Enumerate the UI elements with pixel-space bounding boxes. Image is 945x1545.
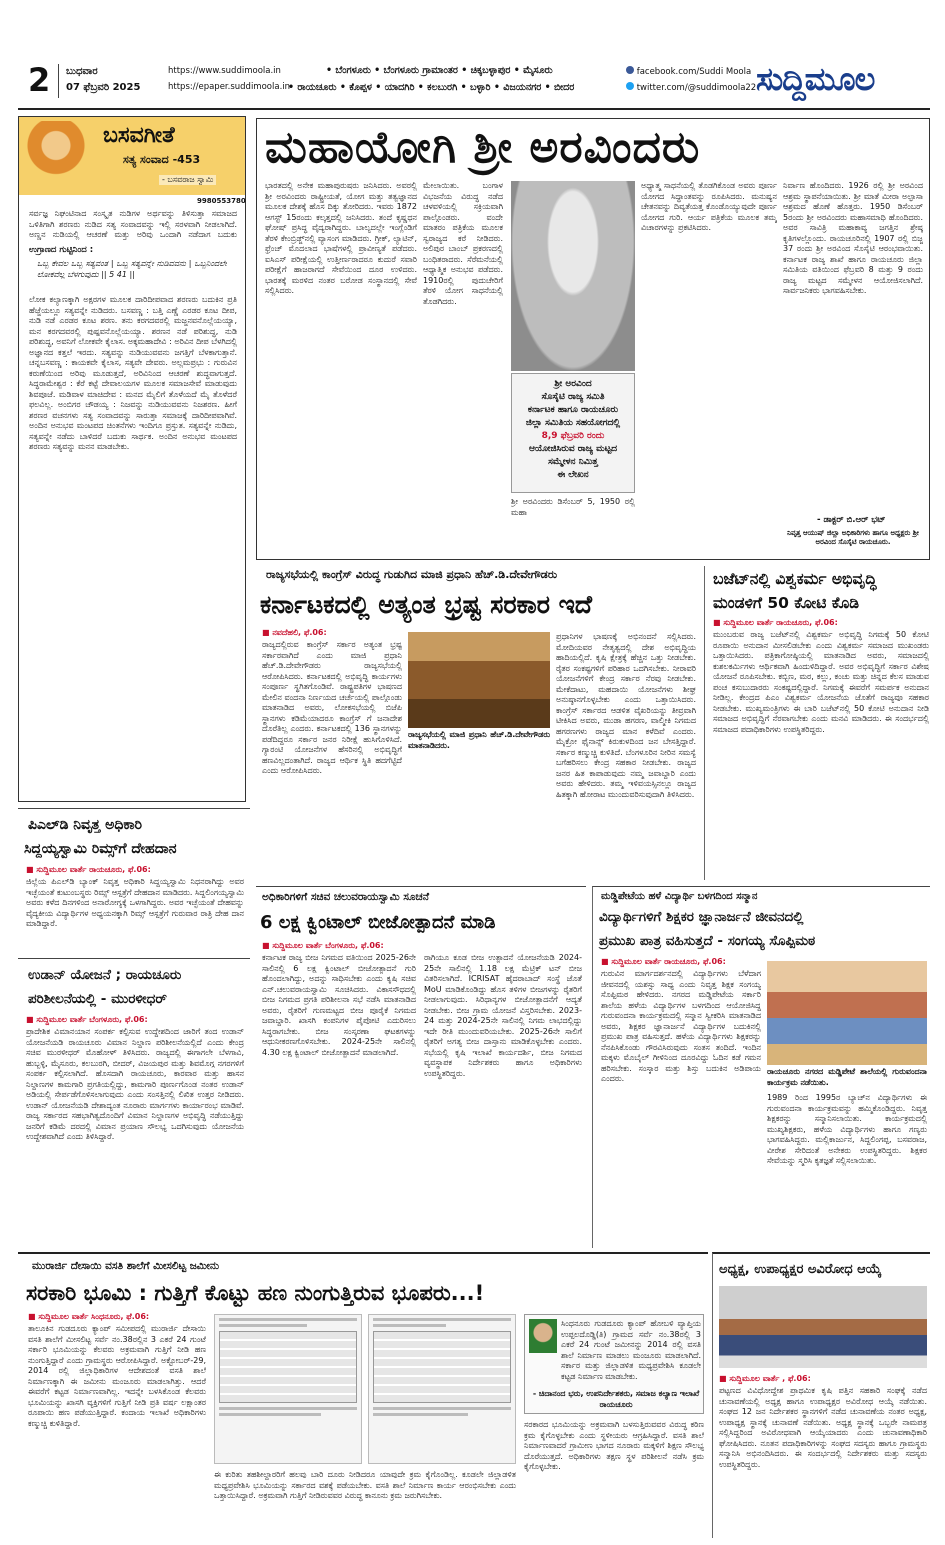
- land-pull-quote: [524, 1314, 704, 1414]
- note-line: 8,9 ಫೆಬ್ರವರಿ ರಂದು: [541, 431, 605, 441]
- devegowda-body-2: ಪ್ರಧಾನಿಗಳ ಭಾಷಣಕ್ಕೆ ಅಭಿನಂದನೆ ಸಲ್ಲಿಸಿದರು. ಮೋದಿಯವರ ನೇತೃತ್ವದಲ್ಲಿ ದೇಶ ಅಭಿವೃದ್ಧಿಯ ಹಾದಿಯಲ್ಲಿದೆ. ಕೃಷಿ ಕ್ಷೇತ್ರಕ್ಕೆ ಹೆಚ್ಚಿನ ಒತ್ತು ನೀಡಬೇಕು. ರೈತರ ಸಂಕಷ್ಟಗಳಿಗೆ ಪರಿಹಾರ ಒದಗಿಸಬೇಕು. ನೀರಾವರಿ ಯೋಜನೆಗಳಿಗೆ ಕೇಂದ್ರ ಸರ್ಕಾರ ನೆರವು ನೀಡಬೇಕು. ಮೇಕೆದಾಟು, ಮಹದಾಯಿ ಯೋಜನೆಗಳು ಶೀಘ್ರ ಅನುಷ್ಠಾನಗೊಳ್ಳಬೇಕು ಎಂದು ಒತ್ತಾಯಿಸಿದರು. ಕಾಂಗ್ರೆಸ್ ಸರ್ಕಾರದ ಆಡಳಿತ ವೈಖರಿಯನ್ನು ತೀವ್ರವಾಗಿ ಟೀಕಿಸಿದ ಅವರು, ಮುಡಾ ಹಗರಣ, ವಾಲ್ಮೀಕಿ ನಿಗಮದ ಹಗರಣಗಳು ರಾಜ್ಯದ ಮಾನ ಕಳೆದಿವೆ ಎಂದರು. ಮೈಕ್ರೋ ಫೈನಾನ್ಸ್ ಕಿರುಕುಳದಿಂದ ಜನ ಬೇಸತ್ತಿದ್ದಾರೆ. ಸರ್ಕಾರ ಕಣ್ಮುಚ್ಚಿ ಕುಳಿತಿದೆ. ಬೆಂಗಳೂರಿನ ನೀರಿನ ಸಮಸ್ಯೆ ಬಗೆಹರಿಸಲು ಕೇಂದ್ರ ಸಹಕಾರ ನೀಡಬೇಕು. ರಾಜ್ಯದ ಜನರ ಹಿತ ಕಾಪಾಡುವುದು ನಮ್ಮ ಜವಾಬ್ದಾರಿ ಎಂದು ಅವರು ಹೇಳಿದರು. ತಮ್ಮ ಇಳಿವಯಸ್ಸಿನಲ್ಲೂ ರಾಜ್ಯದ ಹಿತಕ್ಕಾಗಿ ಹೋರಾಟ ಮುಂದುವರಿಸುವುದಾಗಿ ತಿಳಿಸಿದರು.: [556, 632, 696, 799]
- land-document-image-2: [368, 1314, 516, 1464]
- devegowda-byline: ■ ನವದೆಹಲಿ, ಫೆ.06:: [262, 628, 327, 637]
- student-body-2: 1989 ರಿಂದ 1995ರ ಬ್ಯಾಚ್‌ನ ವಿದ್ಯಾರ್ಥಿಗಳು ಈ ಗುರುವಂದನಾ ಕಾರ್ಯಕ್ರಮವನ್ನು ಹಮ್ಮಿಕೊಂಡಿದ್ದರು. ನಿವೃತ್ತ ಶಿಕ್ಷಕರನ್ನು ಸನ್ಮಾನಿಸಲಾಯಿತು. ಕಾರ್ಯಕ್ರಮದಲ್ಲಿ ಮುಖ್ಯಶಿಕ್ಷಕರು, ಹಳೆಯ ವಿದ್ಯಾರ್ಥಿಗಳು ಹಾಗೂ ಗಣ್ಯರು ಭಾಗವಹಿಸಿದ್ದರು. ಮಲ್ಲಿಕಾರ್ಜುನ, ಸಿದ್ದಲಿಂಗಪ್ಪ, ಬಸವರಾಜ, ವೀರೇಶ ಸೇರಿದಂತೆ ಅನೇಕರು ಉಪಸ್ಥಿತರಿದ್ದರು. ಶಿಕ್ಷಕರ ಸೇವೆಯನ್ನು ಸ್ಮರಿಸಿ ಕೃತಜ್ಞತೆ ಸಲ್ಲಿಸಲಾಯಿತು.: [767, 1093, 927, 1165]
- devegowda-body-1: ರಾಜ್ಯದಲ್ಲಿರುವ ಕಾಂಗ್ರೆಸ್ ಸರ್ಕಾರ ಅತ್ಯಂತ ಭ್ರಷ್ಟ ಸರ್ಕಾರವಾಗಿದೆ ಎಂದು ಮಾಜಿ ಪ್ರಧಾನಿ ಹೆಚ್.ಡಿ.ದೇವೇಗೌಡರು ರಾಜ್ಯಸಭೆಯಲ್ಲಿ ಆರೋಪಿಸಿದರು. ಕರ್ನಾಟಕದಲ್ಲಿ ಅಭಿವೃದ್ಧಿ ಕಾರ್ಯಗಳು ಸಂಪೂರ್ಣ ಸ್ಥಗಿತಗೊಂಡಿವೆ. ರಾಷ್ಟ್ರಪತಿಗಳ ಭಾಷಣದ ಮೇಲಿನ ವಂದನಾ ನಿರ್ಣಯದ ಚರ್ಚೆಯಲ್ಲಿ ಪಾಲ್ಗೊಂಡು ಮಾತನಾಡಿದ ಅವರು, ಲೋಕಸಭೆಯಲ್ಲಿ ಬಿಜೆಪಿ ಸ್ಥಾನಗಳು ಕಡಿಮೆಯಾದರೂ ಕಾಂಗ್ರೆಸ್ ಗೆ ಜನಾದೇಶ ದೊರೆತಿಲ್ಲ ಎಂದರು. ಕರ್ನಾಟಕದಲ್ಲಿ 136 ಸ್ಥಾನಗಳನ್ನು ಪಡೆದಿದ್ದರೂ ಸರ್ಕಾರ ಜನರ ನಿರೀಕ್ಷೆ ಹುಸಿಗೊಳಿಸಿದೆ. ಗ್ಯಾರಂಟಿ ಯೋಜನೆಗಳ ಹೆಸರಿನಲ್ಲಿ ಅಭಿವೃದ್ಧಿಗೆ ಹಣವಿಲ್ಲದಂತಾಗಿದೆ. ರಾಜ್ಯದ ಆರ್ಥಿಕ ಸ್ಥಿತಿ ಹದಗೆಟ್ಟಿದೆ ಎಂದು ಆರೋಪಿಸಿದರು.: [262, 640, 402, 775]
- student-kicker: ಮಡ್ಡಿಪೇಟೆಯ ಹಳೆ ವಿದ್ಯಾರ್ಥಿ ಬಳಗದಿಂದ ಸನ್ಮಾನ: [601, 891, 758, 902]
- basavagite-intro: ಸರ್ವಜ್ಞ ನಿಘಂಟಿನಾದ ಸಂಸ್ಕೃತ ನುಡಿಗಳ ಅರ್ಥವನ್ನು ತಿಳಿಸುತ್ತಾ ಸಮಾಜದ ಒಳಿತಿಗಾಗಿ ಶರಣರು ನುಡಿದ ಸತ್ಯ ಸಂವಾದವನ್ನು ಇಲ್ಲಿ ಸರಳವಾಗಿ ನೀಡಲಾಗಿದೆ. ಅಣ್ಣನ ನುಡಿಯಲ್ಲಿ ಆಚರಣೆ ಮತ್ತು ಅರಿವು ಒಂದಾಗಿ ನಡೆದಾಗ ಬದುಕು: [29, 209, 237, 239]
- udan-body: ಪ್ರಾದೇಶಿಕ ವಿಮಾನಯಾನ ಸಂಪರ್ಕ ಕಲ್ಪಿಸುವ ಉದ್ದೇಶದಿಂದ ಜಾರಿಗೆ ತಂದ ಉಡಾನ್ ಯೋಜನೆಯಡಿ ರಾಯಚೂರು ವಿಮಾನ ನಿಲ್ದಾಣ ಪರಿಶೀಲನೆಯಲ್ಲಿದೆ ಎಂದು ಕೇಂದ್ರ ಸಚಿವ ಮುರಳೀಧರ್ ಮೊಹೋಳ್ ತಿಳಿಸಿದರು. ರಾಜ್ಯದಲ್ಲಿ ಈಗಾಗಲೇ ಬೆಳಗಾವಿ, ಹುಬ್ಬಳ್ಳಿ, ಮೈಸೂರು, ಕಲಬುರಗಿ, ಬೀದರ್, ವಿಜಯಪುರ ಮತ್ತು ಶಿವಮೊಗ್ಗ ನಗರಗಳಿಗೆ ಸಂಪರ್ಕ ಕಲ್ಪಿಸಲಾಗಿದೆ. ಹೊಸದಾಗಿ ರಾಯಚೂರು, ಕಾರವಾರ ಮತ್ತು ಹಾಸನ ನಿಲ್ದಾಣಗಳ ಕಾಮಗಾರಿ ಪ್ರಗತಿಯಲ್ಲಿದ್ದು, ಕಾಮಗಾರಿ ಪೂರ್ಣಗೊಂಡ ನಂತರ ಉಡಾನ್ ಅಡಿಯಲ್ಲಿ ಸೇರ್ಪಡೆಗೊಳಿಸಲಾಗುವುದು ಎಂದು ಸಂಸತ್ತಿನಲ್ಲಿ ಲಿಖಿತ ಉತ್ತರ ನೀಡಿದರು. ಉಡಾನ್ ಯೋಜನೆಯಡಿ ದೇಶಾದ್ಯಂತ ನೂರಾರು ಮಾರ್ಗಗಳು ಕಾರ್ಯಾರಂಭ ಮಾಡಿವೆ. ರಾಜ್ಯ ಸರ್ಕಾರದ ಸಹಭಾಗಿತ್ವದೊಂದಿಗೆ ವಿಮಾನ ನಿಲ್ದಾಣಗಳ ಅಭಿವೃದ್ಧಿ ನಡೆಯುತ್ತಿದ್ದು ಜನರಿಗೆ ಕಡಿಮೆ ದರದಲ್ಲಿ ವಿಮಾನ ಪ್ರಯಾಣ ಸೌಲಭ್ಯ ಒದಗಿಸುವುದು ಯೋಜನೆಯ ಉದ್ದೇಶವಾಗಿದೆ ಎಂದು ತಿಳಿಸಿದ್ದಾರೆ.: [26, 1027, 244, 1141]
- basavagite-author: - ಬಸವರಾಜ ಸ್ವಾಮಿ: [159, 175, 216, 185]
- election-photo: [719, 1286, 927, 1368]
- website-link[interactable]: https://www.suddimoola.in: [168, 66, 281, 76]
- basavagite-verse: ಒಬ್ಬ ಕೇವಲ ಒಬ್ಬ ಸತ್ಯವಂತ | ಒಬ್ಬ ಸತ್ಯವನ್ನೇ ನುಡಿವವನು | ಒಬ್ಬನಿಂದಲೇ ಲೋಕವೆಲ್ಲ ಬೆಳಗುವುದು || 5 41 ||: [37, 259, 227, 279]
- student-article: [592, 886, 930, 1248]
- udan-title-2: ಪರಿಶೀಲನೆಯಲ್ಲಿ - ಮುರಳೀಧರ್: [28, 991, 167, 1007]
- page-number: 2: [28, 61, 51, 99]
- land-byline: ■ ಸುದ್ದಿಮೂಲ ವಾರ್ತೆ ಸಿಂಧನೂರು, ಫೆ.06:: [28, 1312, 150, 1321]
- facebook-link[interactable]: facebook.com/Suddi Moola: [626, 66, 751, 77]
- note-line: ಸಮ್ಮೇಳನ ನಿಮಿತ್ತ: [548, 457, 598, 467]
- seed-byline: ■ ಸುದ್ದಿಮೂಲ ವಾರ್ತೆ ಬೆಂಗಳೂರು, ಫೆ.06:: [262, 941, 384, 950]
- land-body-2: ಈ ಕುರಿತು ತಹಶೀಲ್ದಾರರಿಗೆ ಹಲವು ಬಾರಿ ದೂರು ನೀಡಿದರೂ ಯಾವುದೇ ಕ್ರಮ ಕೈಗೊಂಡಿಲ್ಲ. ಕೂಡಲೇ ಜಿಲ್ಲಾಡಳಿತ ಮಧ್ಯಪ್ರವೇಶಿಸಿ ಭೂಮಿಯನ್ನು ಸರ್ಕಾರದ ವಶಕ್ಕೆ ಪಡೆಯಬೇಕು. ವಸತಿ ಶಾಲೆ ನಿರ್ಮಾಣ ಕಾರ್ಯ ಆರಂಭಿಸಬೇಕು ಎಂದು ಒತ್ತಾಯಿಸಿದ್ದಾರೆ. ಅಕ್ರಮವಾಗಿ ಗುತ್ತಿಗೆ ನೀಡಿರುವವರ ವಿರುದ್ಧ ಕಾನೂನು ಕ್ರಮ ಜರುಗಿಸಬೇಕು.: [214, 1470, 516, 1500]
- devegowda-title: ಕರ್ನಾಟಕದಲ್ಲಿ ಅತ್ಯಂತ ಭ್ರಷ್ಟ ಸರಕಾರ ಇದೆ: [260, 590, 593, 619]
- pld-title-1: ಪಿಎಲ್‌ಡಿ ನಿವೃತ್ತ ಅಧಿಕಾರಿ: [28, 817, 143, 833]
- aurobindo-col-4: ನಿರ್ವಾಣ ಹೊಂದಿದರು. 1926 ರಲ್ಲಿ ಶ್ರೀ ಅರವಿಂದ ಆಶ್ರಮ ಸ್ಥಾಪನೆಯಾಯಿತು. ಶ್ರೀ ಮಾತೆ ಮೀರಾ ಅಲ್ಫಾಸಾ ಆಶ್ರಮದ ಹೊಣೆ ಹೊತ್ತರು. 1950 ಡಿಸೆಂಬರ್ 5ರಂದು ಶ್ರೀ ಅರವಿಂದರು ಮಹಾಸಮಾಧಿ ಹೊಂದಿದರು. ಅವರ ಸಾವಿತ್ರಿ ಮಹಾಕಾವ್ಯ ಜಗತ್ತಿನ ಶ್ರೇಷ್ಠ ಕೃತಿಗಳಲ್ಲೊಂದು. ರಾಯಚೂರಿನಲ್ಲಿ 1907 ರಲ್ಲಿ ಬಿಜ್ಜ 37 ರಂದು ಶ್ರೀ ಅರವಿಂದ ಸೊಸೈಟಿ ಆರಂಭವಾಯಿತು. ಕರ್ನಾಟಕ ರಾಜ್ಯ ಶಾಖೆ ಹಾಗೂ ರಾಯಚೂರು ಜಿಲ್ಲಾ ಸಮಿತಿಯ ವತಿಯಿಂದ ಫೆಬ್ರವರಿ 8 ಮತ್ತು 9 ರಂದು ರಾಜ್ಯ ಮಟ್ಟದ ಸಮ್ಮೇಳನ ಆಯೋಜಿಸಲಾಗಿದೆ. ಸಾರ್ವಜನಿಕರು ಭಾಗವಹಿಸಬೇಕು.: [783, 181, 923, 295]
- official-portrait: [529, 1319, 557, 1353]
- pld-title-2: ಸಿದ್ದಯ್ಯಸ್ವಾಮಿ ರಿಮ್ಸ್‌ಗೆ ದೇಹದಾನ: [24, 841, 177, 857]
- land-document-image-1: [214, 1314, 362, 1464]
- aurobindo-title: ಮಹಾಯೋಗಿ ಶ್ರೀ ಅರವಿಂದರು: [265, 122, 701, 173]
- basavagite-subtitle: ಸತ್ಯ ಸಂವಾದ -453: [123, 153, 201, 166]
- basavagite-body: ಲೋಕ ಕಲ್ಯಾಣಕ್ಕಾಗಿ ಅಕ್ಷರಗಳ ಮೂಲಕ ದಾರಿದೀಪವಾದ ಶರಣರು ಬದುಕಿನ ಪ್ರತಿ ಹೆಜ್ಜೆಯಲ್ಲೂ ಸತ್ಯವನ್ನೇ ನುಡಿದರು. ಬಸವಣ್ಣ : ಬತ್ತಿ ಎಣ್ಣೆ ಎರಡರ ಕೂಟ ದೀಪ, ನುಡಿ ನಡೆ ಎರಡರ ಕೂಟ ಶರಣ. ತನು ಕರಗದವರಲ್ಲಿ ಮಜ್ಜನವನೊಲ್ಲೆಯಯ್ಯಾ, ಮನ ಕರಗದವರಲ್ಲಿ ಪುಷ್ಪವನೊಲ್ಲೆಯಯ್ಯಾ. ಶರಣನ ನಡೆ ಪರಿಶುದ್ಧ, ನುಡಿ ಪರಿಶುದ್ಧ, ಅವನಿಗೆ ಲೋಕವೇ ಕೈಲಾಸ. ಅಕ್ಕಮಹಾದೇವಿ : ಅರಿವಿನ ದೀಪ ಬೆಳಗಿದಲ್ಲಿ ಅಜ್ಞಾನದ ಕತ್ತಲೆ ಇರದು. ಸತ್ಯವನ್ನು ನುಡಿಯುವವನು ಜಗತ್ತಿಗೆ ಬೆಳಕಾಗುತ್ತಾನೆ. ಚನ್ನಬಸವಣ್ಣ : ಕಾಯಕವೇ ಕೈಲಾಸ, ಸತ್ಯವೇ ದೇವರು. ಅಲ್ಲಮಪ್ರಭು : ಗುರುವಿನ ಕರುಣೆಯಿಂದ ಅರಿವು ಮೂಡುತ್ತದೆ, ಅರಿವಿನಿಂದ ಆಚರಣೆ ಶುದ್ಧವಾಗುತ್ತದೆ. ಸಿದ್ಧರಾಮೇಶ್ವರ : ಕೆರೆ ಕಟ್ಟೆ ದೇವಾಲಯಗಳ ಮೂಲಕ ಸಮಾಜಸೇವೆ ಮಾಡುವುದು ಶಿವಪೂಜೆ. ಮಡಿವಾಳ ಮಾಚಿದೇವ : ಮನದ ಮೈಲಿಗೆ ತೊಳೆಯದೆ ಮೈ ತೊಳೆದರೆ ಫಲವಿಲ್ಲ. ಅಂಬಿಗರ ಚೌಡಯ್ಯ : ನಿಜವನ್ನು ನುಡಿಯುವವನು ನಿಜಶರಣ. ಹೀಗೆ ಶರಣರ ವಚನಗಳು ಸತ್ಯ ಸಂವಾದವನ್ನು ಸಾರುತ್ತಾ ಸಮಾಜಕ್ಕೆ ದಾರಿದೀಪವಾಗಿವೆ. ಅಂದಿನ ಅನುಭವ ಮಂಟಪದ ಚಿಂತನೆಗಳು ಇಂದಿಗೂ ಪ್ರಸ್ತುತ. ಸತ್ಯವನ್ನೇ ನುಡಿದು, ಸತ್ಯವನ್ನೇ ನಡೆದು ಬಾಳಿದರೆ ಬದುಕು ಸಾರ್ಥಕ. ಅಂದಿನ ಅನುಭವ ಮಂಟಪದ ಶರಣರು ಸತ್ಯವನ್ನು ಮನನ ಮಾಡಬೇಕು.: [29, 295, 237, 451]
- budget-title-1: ಬಜೆಟ್‌ನಲ್ಲಿ ವಿಶ್ವಕರ್ಮ ಅಭಿವೃದ್ಧಿ: [713, 570, 877, 588]
- note-line: ಈ ಲೇಖನ: [557, 470, 589, 480]
- land-pull-text: ಸಿಂಧನೂರು ಗುಡದೂರು ಕ್ಯಾಂಪ್ ಹೋಬಳಿ ವ್ಯಾಪ್ತಿಯ ಉಪ್ಪಲದೊಡ್ಡಿ(ತಿ) ಗ್ರಾಮದ ಸರ್ವೆ ನಂ.38ರಲ್ಲಿ 3 ಎಕರೆ 24 ಗುಂಟೆ ಜಮೀನನ್ನು 2014 ರಲ್ಲಿ ವಸತಿ ಶಾಲೆ ನಿರ್ಮಾಣ ಮಾಡಲು ಮಂಜೂರು ಮಾಡಲಾಗಿದೆ. ಸರ್ಕಾರ ಮತ್ತು ಜಿಲ್ಲಾಡಳಿತ ಮಧ್ಯಪ್ರವೇಶಿಸಿ ಕೂಡಲೇ ಕಟ್ಟಡ ನಿರ್ಮಾಣ ಮಾಡಬೇಕು.: [561, 1319, 701, 1381]
- student-title-1: ವಿದ್ಯಾರ್ಥಿಗಳಿಗೆ ಶಿಕ್ಷಕರ ಜ್ಞಾನಾರ್ಜನೆ ಜೀವನದಲ್ಲಿ: [599, 909, 804, 925]
- basavagite-heading: ಉಗ್ರಾಣದ ಗುಟ್ಟಿನಿಂದ :: [29, 245, 94, 255]
- twitter-link[interactable]: twitter.com/@suddimoola22: [626, 82, 756, 93]
- facebook-icon: [626, 66, 634, 74]
- aurobindo-col-2: ಮೇಲಾಯಿತು. ಬಂಗಾಳ ವಿಭಜನೆಯ ವಿರುದ್ಧ ನಡೆದ ಚಳವಳಿಯಲ್ಲಿ ಸಕ್ರಿಯವಾಗಿ ಪಾಲ್ಗೊಂಡರು. ವಂದೇ ಮಾತರಂ ಪತ್ರಿಕೆಯ ಮೂಲಕ ಸ್ವರಾಜ್ಯದ ಕರೆ ನೀಡಿದರು. ಅಲಿಪುರ ಬಾಂಬ್ ಪ್ರಕರಣದಲ್ಲಿ ಬಂಧಿತರಾದರು. ಸೆರೆಮನೆಯಲ್ಲಿ ಆಧ್ಯಾತ್ಮಿಕ ಅನುಭವ ಪಡೆದರು. 1910ರಲ್ಲಿ ಪುದುಚೇರಿಗೆ ತೆರಳಿ ಯೋಗ ಸಾಧನೆಯಲ್ಲಿ ತೊಡಗಿದರು.: [423, 181, 503, 306]
- udan-byline: ■ ಸುದ್ದಿಮೂಲ ವಾರ್ತೆ ಬೆಂಗಳೂರು, ಫೆ.06:: [26, 1015, 148, 1024]
- budget-body: ಮುಂಬರುವ ರಾಜ್ಯ ಬಜೆಟ್‌ನಲ್ಲಿ ವಿಶ್ವಕರ್ಮ ಅಭಿವೃದ್ಧಿ ನಿಗಮಕ್ಕೆ 50 ಕೋಟಿ ರೂಪಾಯಿ ಅನುದಾನ ಮೀಸಲಿಡಬೇಕು ಎಂದು ವಿಶ್ವಕರ್ಮ ಸಮಾಜದ ಮುಖಂಡರು ಒತ್ತಾಯಿಸಿದರು. ಪತ್ರಿಕಾಗೋಷ್ಠಿಯಲ್ಲಿ ಮಾತನಾಡಿದ ಅವರು, ಸಮಾಜದಲ್ಲಿ ಕುಶಲಕರ್ಮಿಗಳು ಆರ್ಥಿಕವಾಗಿ ಹಿಂದುಳಿದಿದ್ದಾರೆ. ಅವರ ಅಭಿವೃದ್ಧಿಗೆ ಸರ್ಕಾರ ವಿಶೇಷ ಯೋಜನೆ ರೂಪಿಸಬೇಕು. ಕಬ್ಬಿಣ, ಮರ, ಕಲ್ಲು, ಕಂಚು ಮತ್ತು ಚಿನ್ನದ ಕೆಲಸ ಮಾಡುವ ಪಂಚ ಕಸುಬುದಾರರು ಸಂಕಷ್ಟದಲ್ಲಿದ್ದಾರೆ. ನಿಗಮಕ್ಕೆ ಈವರೆಗೆ ಸಮರ್ಪಕ ಅನುದಾನ ನೀಡಿಲ್ಲ. ಕೇಂದ್ರದ ಪಿಎಂ ವಿಶ್ವಕರ್ಮ ಯೋಜನೆಯ ಜೊತೆಗೆ ರಾಜ್ಯವೂ ಸಹಕಾರ ನೀಡಬೇಕು. ಮುಖ್ಯಮಂತ್ರಿಗಳು ಈ ಬಾರಿ ಬಜೆಟ್‌ನಲ್ಲಿ 50 ಕೋಟಿ ಅನುದಾನ ನೀಡಿ ಸಮಾಜದ ಅಭಿವೃದ್ಧಿಗೆ ನೆರವಾಗಬೇಕು ಎಂದು ಮನವಿ ಮಾಡಿದರು. ಈ ಸಂದರ್ಭದಲ್ಲಿ ಸಮಾಜದ ಪದಾಧಿಕಾರಿಗಳು ಉಪಸ್ಥಿತರಿದ್ದರು.: [713, 630, 929, 734]
- land-body-1: ತಾಲೂಕಿನ ಗುಡದೂರು ಕ್ಯಾಂಪ್ ಸಮೀಪದಲ್ಲಿ ಮುರಾರ್ಜಿ ದೇಸಾಯಿ ವಸತಿ ಶಾಲೆಗೆ ಮೀಸಲಿಟ್ಟ ಸರ್ವೆ ನಂ.38ರಲ್ಲಿನ 3 ಎಕರೆ 24 ಗುಂಟೆ ಸರ್ಕಾರಿ ಭೂಮಿಯನ್ನು ಕೆಲವರು ಅಕ್ರಮವಾಗಿ ಗುತ್ತಿಗೆ ನೀಡಿ ಹಣ ನುಂಗುತ್ತಿದ್ದಾರೆ ಎಂದು ಗ್ರಾಮಸ್ಥರು ಆರೋಪಿಸಿದ್ದಾರೆ. ಅಕ್ಟೋಬರ್-29, 2014 ರಲ್ಲಿ ಜಿಲ್ಲಾಧಿಕಾರಿಗಳ ಆದೇಶದಂತೆ ವಸತಿ ಶಾಲೆ ನಿರ್ಮಾಣಕ್ಕಾಗಿ ಈ ಜಮೀನು ಮಂಜೂರು ಮಾಡಲಾಗಿತ್ತು. ಆದರೆ ಈವರೆಗೆ ಕಟ್ಟಡ ನಿರ್ಮಾಣವಾಗಿಲ್ಲ. ಇದನ್ನೇ ಬಳಸಿಕೊಂಡ ಕೆಲವರು ಭೂಮಿಯನ್ನು ಖಾಸಗಿ ವ್ಯಕ್ತಿಗಳಿಗೆ ಗುತ್ತಿಗೆ ನೀಡಿ ಪ್ರತಿ ವರ್ಷ ಲಕ್ಷಾಂತರ ರೂಪಾಯಿ ಹಣ ಪಡೆಯುತ್ತಿದ್ದಾರೆ. ಕಂದಾಯ ಇಲಾಖೆ ಅಧಿಕಾರಿಗಳು ಕಣ್ಮುಚ್ಚಿ ಕುಳಿತಿದ್ದಾರೆ.: [28, 1324, 206, 1428]
- election-title: ಅಧ್ಯಕ್ಷ, ಉಪಾಧ್ಯಕ್ಷರ ಅವಿರೋಧ ಆಯ್ಕೆ: [719, 1262, 882, 1277]
- aurobindo-author-note: ನಿವೃತ್ತ ಆಯುಷ್ ಜಿಲ್ಲಾ ಅಧಿಕಾರಿಗಳು ಹಾಗೂ ಅಧ್ಯಕ್ಷರು ಶ್ರೀ ಅರವಿಂದ ಸೊಸೈಟಿ ರಾಯಚೂರು.: [787, 529, 919, 546]
- districts-row-2: • ರಾಯಚೂರು • ಕೊಪ್ಪಳ • ಯಾದಗಿರಿ • ಕಲಬುರಗಿ • ಬಳ್ಳಾರಿ • ವಿಜಯನಗರ • ಬೀದರ: [288, 82, 575, 93]
- budget-byline: ■ ಸುದ್ದಿಮೂಲ ವಾರ್ತೆ ರಾಯಚೂರು, ಫೆ.06:: [713, 618, 838, 627]
- note-line: ಶ್ರೀ ಅರವಿಂದ: [554, 379, 592, 389]
- pld-body: ಜಿಲ್ಲೆಯ ಪಿಎಲ್‌ಡಿ ಬ್ಯಾಂಕ್ ನಿವೃತ್ತ ಅಧಿಕಾರಿ ಸಿದ್ದಯ್ಯಸ್ವಾಮಿ ನಿಧನರಾಗಿದ್ದು ಅವರ ಇಚ್ಛೆಯಂತೆ ಕುಟುಂಬಸ್ಥರು ರಿಮ್ಸ್ ಆಸ್ಪತ್ರೆಗೆ ದೇಹದಾನ ಮಾಡಿದರು. ಸಿದ್ದಲಿಂಗಯ್ಯಸ್ವಾಮಿ ಅವರು ಕಳೆದ ದಿನಗಳಿಂದ ಅನಾರೋಗ್ಯಕ್ಕೆ ಒಳಗಾಗಿದ್ದರು. ಅವರ ಇಚ್ಛೆಯಂತೆ ದೇಹವನ್ನು ವೈದ್ಯಕೀಯ ವಿದ್ಯಾರ್ಥಿಗಳ ಅಧ್ಯಯನಕ್ಕಾಗಿ ರಿಮ್ಸ್ ಆಸ್ಪತ್ರೆಗೆ ಗುರುವಾರ ರಾತ್ರಿ ದೇಹ ದಾನ ಮಾಡಿದ್ದಾರೆ.: [26, 877, 244, 928]
- note-line: ಆಯೋಜಿಸಿರುವ ರಾಜ್ಯ ಮಟ್ಟದ: [528, 444, 618, 454]
- aurobindo-photo: [511, 181, 635, 371]
- aurobindo-col-1: ಭಾರತದಲ್ಲಿ ಅನೇಕ ಮಹಾಪುರುಷರು ಜನಿಸಿದರು. ಅವರಲ್ಲಿ ಶ್ರೀ ಅರವಿಂದರು ರಾಷ್ಟ್ರೀಯತೆ, ಯೋಗ ಮತ್ತು ತತ್ವಜ್ಞಾನದ ಮೂಲಕ ದೇಶಕ್ಕೆ ಹೊಸ ದಿಕ್ಕು ತೋರಿದರು. ಇವರು 1872 ಆಗಸ್ಟ್ 15ರಂದು ಕಲ್ಕತ್ತದಲ್ಲಿ ಜನಿಸಿದರು. ತಂದೆ ಕೃಷ್ಣಧನ ಘೋಷ್ ಪ್ರಸಿದ್ಧ ವೈದ್ಯರಾಗಿದ್ದರು. ಬಾಲ್ಯದಲ್ಲೇ ಇಂಗ್ಲೆಂಡಿಗೆ ತೆರಳಿ ಕೇಂಬ್ರಿಡ್ಜ್‌ನಲ್ಲಿ ವ್ಯಾಸಂಗ ಮಾಡಿದರು. ಗ್ರೀಕ್, ಲ್ಯಾಟಿನ್, ಫ್ರೆಂಚ್ ಮೊದಲಾದ ಭಾಷೆಗಳಲ್ಲಿ ಪ್ರಾವೀಣ್ಯತೆ ಪಡೆದರು. ಐಸಿಎಸ್ ಪರೀಕ್ಷೆಯಲ್ಲಿ ಉತ್ತೀರ್ಣರಾದರೂ ಕುದುರೆ ಸವಾರಿ ಪರೀಕ್ಷೆಗೆ ಹಾಜರಾಗದೆ ಸೇವೆಯಿಂದ ದೂರ ಉಳಿದರು. ಭಾರತಕ್ಕೆ ಮರಳಿದ ನಂತರ ಬರೋಡ ಸಂಸ್ಥಾನದಲ್ಲಿ ಸೇವೆ ಸಲ್ಲಿಸಿದರು.: [265, 181, 417, 295]
- udan-article: [18, 958, 250, 1248]
- election-article: [712, 1252, 930, 1538]
- seed-kicker: ಅಧಿಕಾರಿಗಳಿಗೆ ಸಚಿವ ಚಲುವರಾಯಸ್ವಾಮಿ ಸೂಚನೆ: [262, 891, 429, 903]
- student-body-1: ಗುರುವಿನ ಮಾರ್ಗದರ್ಶನದಲ್ಲಿ ವಿದ್ಯಾರ್ಥಿಗಳು ಬೆಳೆದಾಗ ಜೀವನದಲ್ಲಿ ಯಶಸ್ಸು ಸಾಧ್ಯ ಎಂದು ನಿವೃತ್ತ ಶಿಕ್ಷಕ ಸಂಗಯ್ಯ ಸೊಪ್ಪಿಮಠ ಹೇಳಿದರು. ನಗರದ ಮಡ್ಡಿಪೇಟೆಯ ಸರ್ಕಾರಿ ಶಾಲೆಯ ಹಳೆಯ ವಿದ್ಯಾರ್ಥಿಗಳ ಬಳಗದಿಂದ ಆಯೋಜಿಸಿದ್ದ ಗುರುವಂದನಾ ಕಾರ್ಯಕ್ರಮದಲ್ಲಿ ಸನ್ಮಾನ ಸ್ವೀಕರಿಸಿ ಮಾತನಾಡಿದ ಅವರು, ಶಿಕ್ಷಕರ ಜ್ಞಾನಾರ್ಜನೆ ವಿದ್ಯಾರ್ಥಿಗಳ ಬದುಕಿನಲ್ಲಿ ಪ್ರಮುಖ ಪಾತ್ರ ವಹಿಸುತ್ತದೆ. ಹಳೆಯ ವಿದ್ಯಾರ್ಥಿಗಳು ಶಿಕ್ಷಕರನ್ನು ನೆನಪಿಸಿಕೊಂಡು ಗೌರವಿಸಿರುವುದು ಸಂತಸ ತಂದಿದೆ. ಇಂದಿನ ಮಕ್ಕಳು ಮೊಬೈಲ್ ಗೀಳಿನಿಂದ ದೂರವಿದ್ದು ಓದಿನ ಕಡೆ ಗಮನ ಹರಿಸಬೇಕು. ಸಂಸ್ಕಾರ ಮತ್ತು ಶಿಸ್ತು ಬದುಕಿನ ಅಡಿಪಾಯ ಎಂದರು.: [601, 969, 761, 1083]
- districts-row-1: • ಬೆಂಗಳೂರು • ಬೆಂಗಳೂರು ಗ್ರಾಮಾಂತರ • ಚಿಕ್ಕಬಳ್ಳಾಪುರ • ಮೈಸೂರು: [326, 65, 553, 76]
- aurobindo-author: - ಡಾಕ್ಟರ್ ಬಿ.ಆರ್ ಭಟ್: [817, 515, 886, 525]
- basavagite-column: [18, 116, 246, 802]
- seed-body-1: ಕರ್ನಾಟಕ ರಾಜ್ಯ ಬೀಜ ನಿಗಮದ ವತಿಯಿಂದ 2025-26ನೇ ಸಾಲಿನಲ್ಲಿ 6 ಲಕ್ಷ ಕ್ವಿಂಟಾಲ್ ಬೀಜೋತ್ಪಾದನೆ ಗುರಿ ಹೊಂದಲಾಗಿದ್ದು, ಅದನ್ನು ಸಾಧಿಸಬೇಕು ಎಂದು ಕೃಷಿ ಸಚಿವ ಎನ್.ಚಲುವರಾಯಸ್ವಾಮಿ ಸೂಚಿಸಿದರು. ವಿಕಾಸಸೌಧದಲ್ಲಿ ಬೀಜ ನಿಗಮದ ಪ್ರಗತಿ ಪರಿಶೀಲನಾ ಸಭೆ ನಡೆಸಿ ಮಾತನಾಡಿದ ಅವರು, ರೈತರಿಗೆ ಗುಣಮಟ್ಟದ ಬೀಜ ಪೂರೈಕೆ ನಿಗಮದ ಜವಾಬ್ದಾರಿ. ಖಾಸಗಿ ಕಂಪನಿಗಳ ಪೈಪೋಟಿ ಎದುರಿಸಲು ಸಿದ್ಧರಾಗಬೇಕು. ಬೀಜ ಸಂಸ್ಕರಣಾ ಘಟಕಗಳನ್ನು ಆಧುನೀಕರಣಗೊಳಿಸಬೇಕು. 2024-25ನೇ ಸಾಲಿನಲ್ಲಿ 4.30 ಲಕ್ಷ ಕ್ವಿಂಟಾಲ್ ಬೀಜೋತ್ಪಾದನೆ ಮಾಡಲಾಗಿದೆ.: [262, 953, 416, 1057]
- masthead: [18, 62, 930, 104]
- note-line: ಸೊಸೈಟಿ ರಾಜ್ಯ ಸಮಿತಿ: [541, 392, 605, 402]
- land-article: [18, 1252, 708, 1538]
- land-body-3: ಸರಕಾರದ ಭೂಮಿಯನ್ನು ಅಕ್ರಮವಾಗಿ ಬಳಸುತ್ತಿರುವವರ ವಿರುದ್ಧ ಕಠಿಣ ಕ್ರಮ ಕೈಗೊಳ್ಳಬೇಕು ಎಂದು ಸ್ಥಳೀಯರು ಆಗ್ರಹಿಸಿದ್ದಾರೆ. ವಸತಿ ಶಾಲೆ ನಿರ್ಮಾಣವಾದರೆ ಗ್ರಾಮೀಣ ಭಾಗದ ನೂರಾರು ಮಕ್ಕಳಿಗೆ ಶಿಕ್ಷಣ ಸೌಲಭ್ಯ ದೊರೆಯುತ್ತದೆ. ಅಧಿಕಾರಿಗಳು ತಕ್ಷಣ ಸ್ಥಳ ಪರಿಶೀಲನೆ ನಡೆಸಿ ಕ್ರಮ ಕೈಗೊಳ್ಳಬೇಕು.: [524, 1420, 704, 1471]
- basavagite-title: ಬಸವಗೀತೆ: [103, 123, 175, 148]
- election-body: ಪಟ್ಟಣದ ವಿವಿಧೋದ್ದೇಶ ಪ್ರಾಥಮಿಕ ಕೃಷಿ ಪತ್ತಿನ ಸಹಕಾರಿ ಸಂಘಕ್ಕೆ ನಡೆದ ಚುನಾವಣೆಯಲ್ಲಿ ಅಧ್ಯಕ್ಷ ಹಾಗೂ ಉಪಾಧ್ಯಕ್ಷರ ಅವಿರೋಧ ಆಯ್ಕೆ ನಡೆಯಿತು. ಸಂಘದ 12 ಜನ ನಿರ್ದೇಶಕರ ಸ್ಥಾನಗಳಿಗೆ ನಡೆದ ಚುನಾವಣೆಯ ನಂತರ ಅಧ್ಯಕ್ಷ, ಉಪಾಧ್ಯಕ್ಷ ಸ್ಥಾನಕ್ಕೆ ಚುನಾವಣೆ ನಡೆಯಿತು. ಅಧ್ಯಕ್ಷ ಸ್ಥಾನಕ್ಕೆ ಒಬ್ಬರೇ ನಾಮಪತ್ರ ಸಲ್ಲಿಸಿದ್ದರಿಂದ ಅವಿರೋಧವಾಗಿ ಆಯ್ಕೆಯಾದರು ಎಂದು ಚುನಾವಣಾಧಿಕಾರಿ ಘೋಷಿಸಿದರು. ನೂತನ ಪದಾಧಿಕಾರಿಗಳನ್ನು ಸಂಘದ ಸದಸ್ಯರು ಹಾಗೂ ಗ್ರಾಮಸ್ಥರು ಸನ್ಮಾನಿಸಿ ಅಭಿನಂದಿಸಿದರು. ಈ ಸಂದರ್ಭದಲ್ಲಿ ನಿರ್ದೇಶಕರು ಮತ್ತು ಸದಸ್ಯರು ಉಪಸ್ಥಿತರಿದ್ದರು.: [719, 1386, 927, 1469]
- aurobindo-col-3: ಅಧ್ಯಾತ್ಮ ಸಾಧನೆಯಲ್ಲಿ ತೊಡಗಿಕೊಂಡ ಅವರು ಪೂರ್ಣ ಯೋಗದ ಸಿದ್ಧಾಂತವನ್ನು ರೂಪಿಸಿದರು. ಮನುಷ್ಯನ ಚೇತನವನ್ನು ದಿವ್ಯತೆಯತ್ತ ಕೊಂಡೊಯ್ಯುವುದೇ ಪೂರ್ಣ ಯೋಗದ ಗುರಿ. ಆರ್ಯ ಪತ್ರಿಕೆಯ ಮೂಲಕ ತಮ್ಮ ವಿಚಾರಗಳನ್ನು ಪ್ರಕಟಿಸಿದರು.: [641, 181, 777, 232]
- newspaper-logo: ಸುದ್ದಿಮೂಲ: [756, 60, 875, 98]
- basavanna-portrait: [25, 121, 87, 191]
- land-kicker: ಮುರಾರ್ಜಿ ದೇಸಾಯಿ ವಸತಿ ಶಾಲೆಗೆ ಮೀಸಲಿಟ್ಟ ಜಮೀನು: [32, 1260, 220, 1272]
- seed-title: 6 ಲಕ್ಷ ಕ್ವಿಂಟಾಲ್ ಬೀಜೋತ್ಪಾದನೆ ಮಾಡಿ: [260, 912, 496, 933]
- aurobindo-feature: [256, 118, 930, 560]
- budget-article: [704, 566, 930, 880]
- devegowda-article: [256, 566, 696, 880]
- date-label: 07 ಫೆಬ್ರವರಿ 2025: [66, 82, 141, 93]
- land-pull-signature: - ಚಿದಾನಂದ ಭರು, ಉಪನಿರ್ದೇಶಕರು, ಸಮಾಜ ಕಲ್ಯಾಣ ಇಲಾಖೆ ರಾಯಚೂರು: [532, 1389, 700, 1409]
- day-label: ಬುಧವಾರ: [66, 66, 98, 77]
- pld-byline: ■ ಸುದ್ದಿಮೂಲ ವಾರ್ತೆ ರಾಯಚೂರು, ಫೆ.06:: [26, 865, 151, 874]
- devegowda-caption: ರಾಜ್ಯಸಭೆಯಲ್ಲಿ ಮಾಜಿ ಪ್ರಧಾನಿ ಹೆಚ್.ಡಿ.ದೇವೇಗೌಡರು ಮಾತನಾಡಿದರು.: [408, 730, 550, 750]
- budget-title-2: ಮಂಡಳಿಗೆ 50 ಕೋಟಿ ಕೊಡಿ: [713, 594, 860, 612]
- student-group-photo: [767, 961, 927, 1065]
- pld-article: [18, 808, 250, 954]
- student-byline: ■ ಸುದ್ದಿಮೂಲ ವಾರ್ತೆ ರಾಯಚೂರು, ಫೆ.06:: [601, 957, 726, 966]
- note-line: ಜಿಲ್ಲಾ ಸಮಿತಿಯ ಸಹಯೋಗದಲ್ಲಿ: [525, 418, 621, 428]
- note-line: ಕರ್ನಾಟಕ ಹಾಗೂ ರಾಯಚೂರು: [527, 405, 619, 415]
- aurobindo-photo-caption: ಶ್ರೀ ಅರವಿಂದರು ಡಿಸೆಂಬರ್ 5, 1950 ರಲ್ಲಿ ಮಹಾ: [511, 497, 635, 517]
- election-byline: ■ ಸುದ್ದಿಮೂಲ ವಾರ್ತೆ , ಫೆ.06:: [719, 1374, 811, 1383]
- epaper-link[interactable]: https://epaper.suddimoola.in: [168, 82, 291, 92]
- student-caption: ರಾಯಚೂರು ನಗರದ ಮಡ್ಡಿಪೇಟೆ ಶಾಲೆಯಲ್ಲಿ ಗುರುವಂದನಾ ಕಾರ್ಯಕ್ರಮ ನಡೆಯಿತು.: [767, 1067, 927, 1087]
- basavagite-banner: [19, 117, 245, 195]
- student-title-2: ಪ್ರಮುಖ ಪಾತ್ರ ವಹಿಸುತ್ತದೆ - ಸಂಗಯ್ಯ ಸೊಪ್ಪಿಮಠ: [599, 933, 816, 949]
- seed-body-2: ರಾಗಿಯೂ ಕೂಡ ಬೀಜ ಉತ್ಪಾದನೆ ಯೋಜನೆಯಡಿ 2024-25ನೇ ಸಾಲಿನಲ್ಲಿ 1.18 ಲಕ್ಷ ಮೆಟ್ರಿಕ್ ಟನ್ ಬೀಜ ವಿತರಿಸಲಾಗಿದೆ. ICRISAT ಹೈದರಾಬಾದ್ ಸಂಸ್ಥೆ ಜೊತೆ MoU ಮಾಡಿಕೊಂಡಿದ್ದು ಹೊಸ ತಳಿಗಳ ಬೀಜಗಳನ್ನು ರೈತರಿಗೆ ನೀಡಲಾಗುವುದು. ಸಿರಿಧಾನ್ಯಗಳ ಬೀಜೋತ್ಪಾದನೆಗೆ ಆದ್ಯತೆ ನೀಡಬೇಕು. ಬೀಜ ಗ್ರಾಮ ಯೋಜನೆ ವಿಸ್ತರಿಸಬೇಕು. 2023-24 ಮತ್ತು 2024-25ನೇ ಸಾಲಿನಲ್ಲಿ ನಿಗಮ ಲಾಭದಲ್ಲಿದ್ದು ಇದೇ ರೀತಿ ಮುಂದುವರಿಯಬೇಕು. 2025-26ನೇ ಸಾಲಿಗೆ ರೈತರಿಗೆ ಅಗತ್ಯ ಬೀಜ ದಾಸ್ತಾನು ಮಾಡಿಕೊಳ್ಳಬೇಕು ಎಂದರು. ಸಭೆಯಲ್ಲಿ ಕೃಷಿ ಇಲಾಖೆ ಕಾರ್ಯದರ್ಶಿ, ಬೀಜ ನಿಗಮದ ವ್ಯವಸ್ಥಾಪಕ ನಿರ್ದೇಶಕರು ಹಾಗೂ ಅಧಿಕಾರಿಗಳು ಉಪಸ್ಥಿತರಿದ್ದರು.: [424, 953, 582, 1078]
- seed-article: [256, 886, 586, 1248]
- land-title: ಸರಕಾರಿ ಭೂಮಿ : ಗುತ್ತಿಗೆ ಕೊಟ್ಟು ಹಣ ನುಂಗುತ್ತಿರುವ ಭೂಪರು...!: [26, 1281, 485, 1305]
- twitter-icon: [626, 82, 634, 90]
- basavagite-phone: 9980553780: [197, 197, 246, 205]
- udan-title-1: ಉಡಾನ್ ಯೋಜನೆ ; ರಾಯಚೂರು: [28, 967, 182, 983]
- aurobindo-note-box: [511, 373, 635, 493]
- devegowda-photo: [408, 632, 550, 728]
- devegowda-kicker: ರಾಜ್ಯಸಭೆಯಲ್ಲಿ ಕಾಂಗ್ರೆಸ್ ವಿರುದ್ಧ ಗುಡುಗಿದ ಮಾಜಿ ಪ್ರಧಾನಿ ಹೆಚ್.ಡಿ.ದೇವೇಗೌಡರು: [266, 568, 558, 581]
